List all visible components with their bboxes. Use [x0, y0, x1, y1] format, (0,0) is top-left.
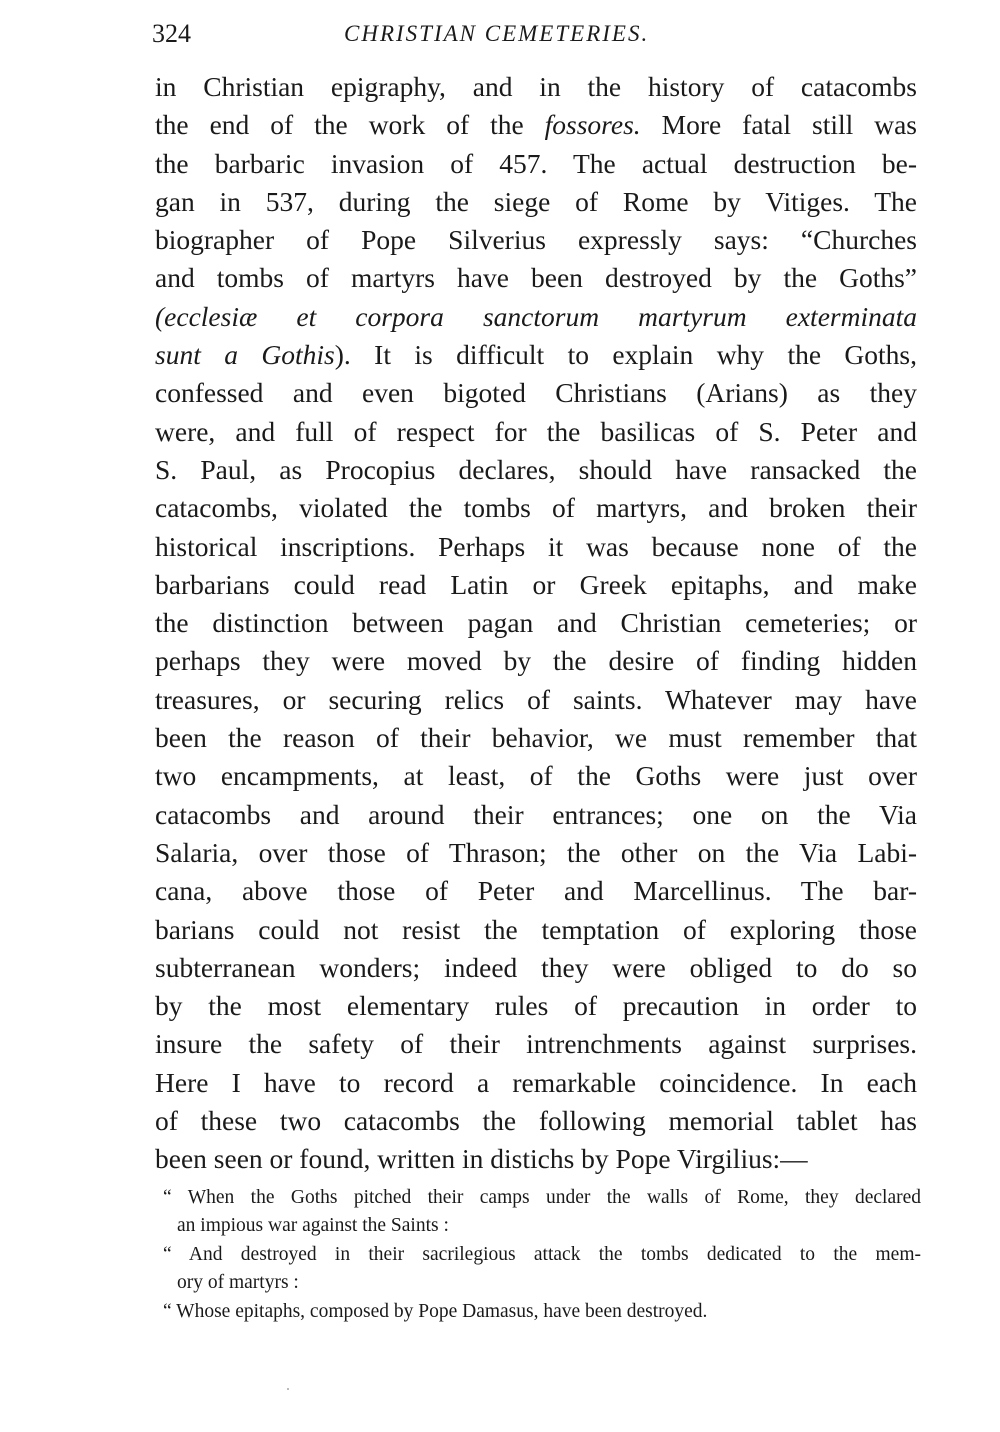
text-segment: Salaria, over those of Thrason; the other on the Via Labi-	[155, 836, 917, 868]
text-line	[155, 183, 917, 221]
running-head	[152, 16, 922, 52]
text-segment: biographer of Pope Silverius expressly says: “Churches	[155, 224, 917, 256]
text-line	[155, 911, 917, 949]
text-line	[155, 413, 917, 451]
text-segment: the barbaric invasion of 457. The actual destruction be-	[155, 147, 917, 179]
quote-line: “ Whose epitaphs, composed by Pope Damasus, have been destroyed.	[163, 1301, 708, 1322]
text-segment: and tombs of martyrs have been destroyed by the Goths”	[155, 262, 917, 294]
italic-text: fossores.	[544, 109, 641, 141]
quote-verse	[163, 1241, 921, 1297]
text-segment: in Christian epigraphy, and in the history of catacombs	[155, 71, 917, 102]
text-segment: subterranean wonders; indeed they were obliged to do so	[155, 951, 917, 983]
text-line	[155, 68, 917, 106]
text-segment: been seen or found, written in distichs by Pope Virgilius:—	[155, 1143, 808, 1175]
text-segment: confessed and even bigoted Christians (Arians) as they	[155, 377, 917, 409]
text-segment: historical inscriptions. Perhaps it was because none of the	[155, 530, 917, 562]
text-segment: by the most elementary rules of precaution in order to	[155, 990, 917, 1022]
text-segment: barbarians could read Latin or Greek epitaphs, and make	[155, 568, 917, 600]
text-line	[155, 106, 917, 144]
text-segment: barians could not resist the temptation of exploring those	[155, 913, 917, 945]
text-line	[155, 259, 917, 297]
text-segment: the distinction between pagan and Christian cemeteries; or	[155, 607, 917, 639]
text-segment: insure the safety of their intrenchments against surprises.	[155, 1028, 917, 1060]
text-segment: the end of the work of the	[155, 109, 545, 141]
text-line	[155, 604, 917, 642]
text-line	[155, 1102, 917, 1140]
quote-line: an impious war against the Saints :	[177, 1215, 449, 1236]
text-segment: More fatal still was	[640, 109, 917, 141]
page-number: 324	[152, 19, 191, 48]
text-segment: S. Paul, as Procopius declares, should have ransacked the	[155, 453, 917, 485]
text-line	[155, 796, 917, 834]
text-segment: Here I have to record a remarkable coincidence. In each	[155, 1066, 917, 1098]
text-segment: cana, above those of Peter and Marcellinus. The bar-	[155, 875, 917, 907]
quote-line: “ When the Goths pitched their camps under the walls of Rome, they declared	[163, 1187, 921, 1208]
text-line	[155, 834, 917, 872]
text-line	[155, 374, 917, 412]
text-line	[155, 221, 917, 259]
text-segment: two encampments, at least, of the Goths were just over	[155, 760, 917, 792]
text-line	[155, 1025, 917, 1063]
text-segment: gan in 537, during the siege of Rome by Vitiges. The	[155, 185, 917, 217]
text-line	[155, 336, 917, 374]
running-title: CHRISTIAN CEMETERIES.	[344, 21, 650, 46]
text-line	[155, 949, 917, 987]
text-segment: ). It is difficult to explain why the Goths,	[334, 339, 917, 371]
quote-line: “ And destroyed in their sacrilegious attack the tombs dedicated to the mem-	[163, 1244, 921, 1265]
text-segment: were, and full of respect for the basilicas of S. Peter and	[155, 415, 917, 447]
text-segment: treasures, or securing relics of saints. Whatever may have	[155, 683, 917, 715]
quote-line: ory of martyrs :	[177, 1272, 299, 1293]
quote-verse	[163, 1298, 921, 1326]
text-segment: catacombs, violated the tombs of martyrs, and broken their	[155, 492, 917, 524]
text-line	[155, 145, 917, 183]
text-line	[155, 719, 917, 757]
text-line	[155, 681, 917, 719]
text-segment: perhaps they were moved by the desire of finding hidden	[155, 645, 917, 677]
text-line	[155, 298, 917, 336]
body-paragraph	[155, 68, 917, 1179]
text-line	[155, 872, 917, 910]
text-line	[155, 1064, 917, 1102]
text-segment: been the reason of their behavior, we must remember that	[155, 722, 917, 754]
text-line	[155, 566, 917, 604]
quoted-inscription	[163, 1184, 921, 1326]
text-line	[155, 1140, 917, 1178]
text-segment: of these two catacombs the following memorial tablet has	[155, 1105, 917, 1137]
text-line	[155, 987, 917, 1025]
text-line	[155, 489, 917, 527]
text-line	[155, 451, 917, 489]
text-segment: catacombs and around their entrances; one on the Via	[155, 798, 917, 830]
text-line	[155, 528, 917, 566]
text-line	[155, 642, 917, 680]
italic-text: (ecclesiæ et corpora sanctorum martyrum exterminata	[155, 300, 917, 332]
paper-speck	[287, 1388, 289, 1390]
quote-verse	[163, 1184, 921, 1240]
text-line	[155, 757, 917, 795]
italic-text: sunt a Gothis	[155, 339, 335, 371]
